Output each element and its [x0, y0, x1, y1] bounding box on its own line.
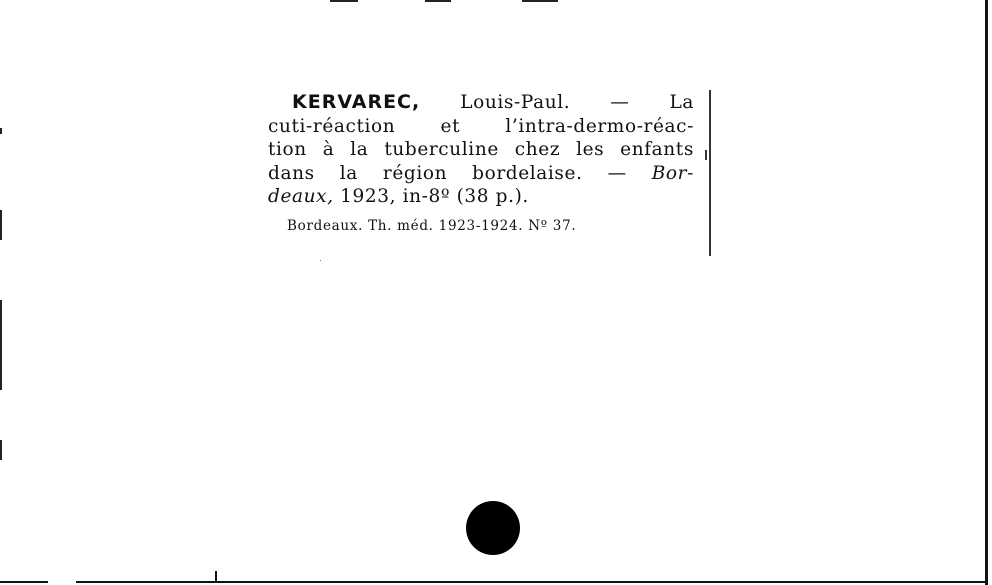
entry-word: dans	[268, 162, 315, 184]
card-right-edge	[985, 0, 988, 585]
bottom-tick-mark	[215, 571, 217, 582]
left-edge-mark	[0, 300, 2, 390]
entry-word: —	[607, 162, 627, 184]
entry-line-3	[268, 138, 694, 162]
top-edge-mark	[425, 0, 451, 2]
entry-word: à	[322, 139, 335, 160]
margin-bracket-tick	[705, 150, 711, 160]
entry-word: Louis-Paul.	[460, 92, 571, 113]
entry-line-1	[268, 91, 694, 115]
imprint-details: 1923, in-8º (38 p.).	[340, 186, 529, 207]
entry-word: l’intra-dermo-réac-	[505, 115, 694, 137]
entry-word: les	[576, 139, 605, 160]
card-bottom-edge-left	[0, 581, 48, 583]
entry-word: bordelaise.	[472, 162, 583, 184]
entry-line-2	[268, 115, 694, 139]
entry-word: cuti-réaction	[268, 115, 396, 137]
margin-bracket-line	[709, 90, 711, 256]
left-edge-mark	[0, 440, 2, 460]
entry-word: et	[440, 115, 461, 137]
entry-word: Bor-	[651, 162, 694, 184]
entry-word: chez	[514, 139, 561, 160]
author-surname: KERVAREC,	[292, 91, 421, 113]
bibliographic-entry	[268, 91, 694, 209]
left-edge-mark	[0, 128, 2, 134]
entry-word: la	[350, 139, 369, 160]
entry-word: —	[610, 92, 630, 113]
entry-word: tion	[268, 139, 307, 160]
card-bottom-edge-right	[76, 581, 988, 583]
top-edge-mark	[330, 0, 358, 2]
entry-word: enfants	[620, 139, 694, 160]
entry-line-4	[268, 162, 694, 186]
entry-word: région	[382, 162, 448, 184]
scan-speck	[320, 260, 321, 261]
entry-word: La	[669, 92, 694, 113]
imprint-place: deaux,	[268, 186, 334, 207]
thesis-note: Bordeaux. Th. méd. 1923-1924. Nº 37.	[287, 218, 577, 234]
entry-word: la	[339, 162, 358, 184]
entry-word: tuberculine	[384, 139, 499, 160]
top-edge-mark	[522, 0, 558, 2]
punch-hole	[466, 501, 520, 555]
left-edge-mark	[0, 210, 2, 240]
entry-line-5	[268, 185, 694, 209]
